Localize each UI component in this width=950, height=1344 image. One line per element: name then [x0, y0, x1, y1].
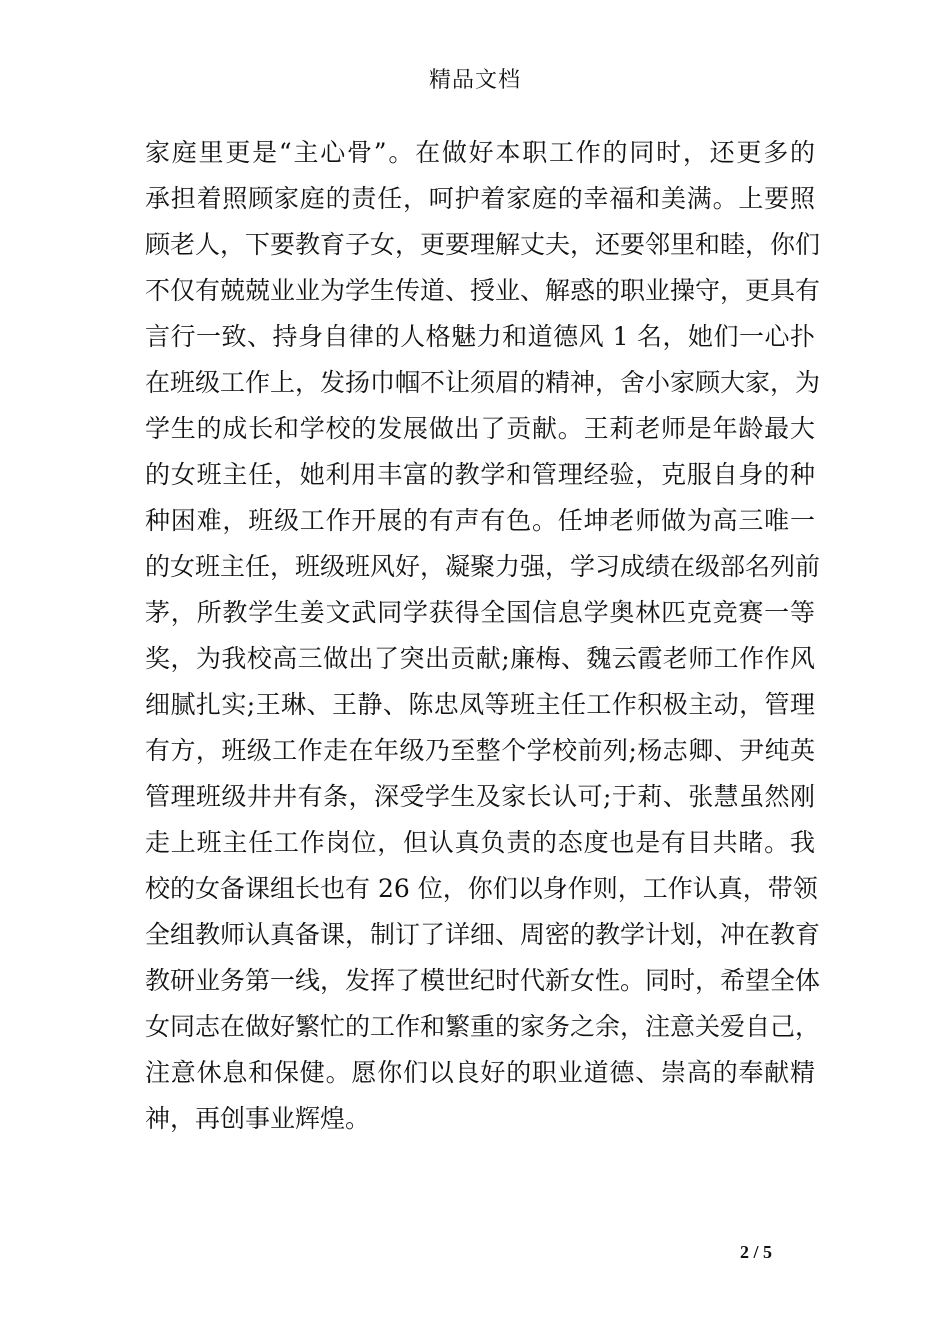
text-line: 在班级工作上，发扬巾帼不让须眉的精神，舍小家顾大家，为 — [145, 368, 821, 397]
text-line: 走上班主任工作岗位，但认真负责的态度也是有目共睹。我 — [145, 828, 815, 857]
body-text — [145, 130, 821, 1142]
text-line: 承担着照顾家庭的责任，呵护着家庭的幸福和美满。上要照 — [145, 184, 815, 213]
text-line: 言行一致、持身自律的人格魅力和道德风 1 名，她们一心扑 — [145, 322, 815, 351]
text-line: 有方，班级工作走在年级乃至整个学校前列;杨志卿、尹纯英 — [145, 736, 815, 765]
text-line: 注意休息和保健。愿你们以良好的职业道德、崇高的奉献精 — [145, 1058, 815, 1087]
page-header-title: 精品文档 — [428, 68, 521, 93]
text-line: 不仅有兢兢业业为学生传道、授业、解惑的职业操守，更具有 — [145, 276, 821, 305]
text-line: 教研业务第一线，发挥了模世纪时代新女性。同时，希望全体 — [145, 966, 821, 995]
text-line: 的女班主任，班级班风好，凝聚力强，学习成绩在级部名列前 — [145, 552, 821, 581]
text-line: 管理班级井井有条，深受学生及家长认可;于莉、张慧虽然刚 — [145, 782, 815, 811]
text-line: 奖，为我校高三做出了突出贡献;廉梅、魏云霞老师工作作风 — [145, 644, 815, 673]
text-line: 家庭里更是“主心骨”。在做好本职工作的同时，还更多的 — [145, 138, 815, 167]
text-line: 茅，所教学生姜文武同学获得全国信息学奥林匹克竞赛一等 — [145, 598, 815, 627]
text-line: 细腻扎实;王琳、王静、陈忠凤等班主任工作积极主动，管理 — [145, 690, 815, 719]
page-number: 2 / 5 — [740, 1242, 773, 1262]
text-line: 女同志在做好繁忙的工作和繁重的家务之余，注意关爱自己， — [145, 1012, 821, 1041]
text-line: 学生的成长和学校的发展做出了贡献。王莉老师是年龄最大 — [145, 414, 815, 443]
text-line: 的女班主任，她利用丰富的教学和管理经验，克服自身的种 — [145, 460, 815, 489]
text-line: 校的女备课组长也有 26 位，你们以身作则，工作认真，带领 — [145, 874, 818, 903]
text-line: 全组教师认真备课，制订了详细、周密的教学计划，冲在教育 — [145, 920, 821, 949]
text-line: 顾老人，下要教育子女，更要理解丈夫，还要邻里和睦，你们 — [145, 230, 821, 259]
text-line: 种困难，班级工作开展的有声有色。任坤老师做为高三唯一 — [145, 506, 815, 535]
text-line: 神，再创事业辉煌。 — [145, 1104, 371, 1133]
